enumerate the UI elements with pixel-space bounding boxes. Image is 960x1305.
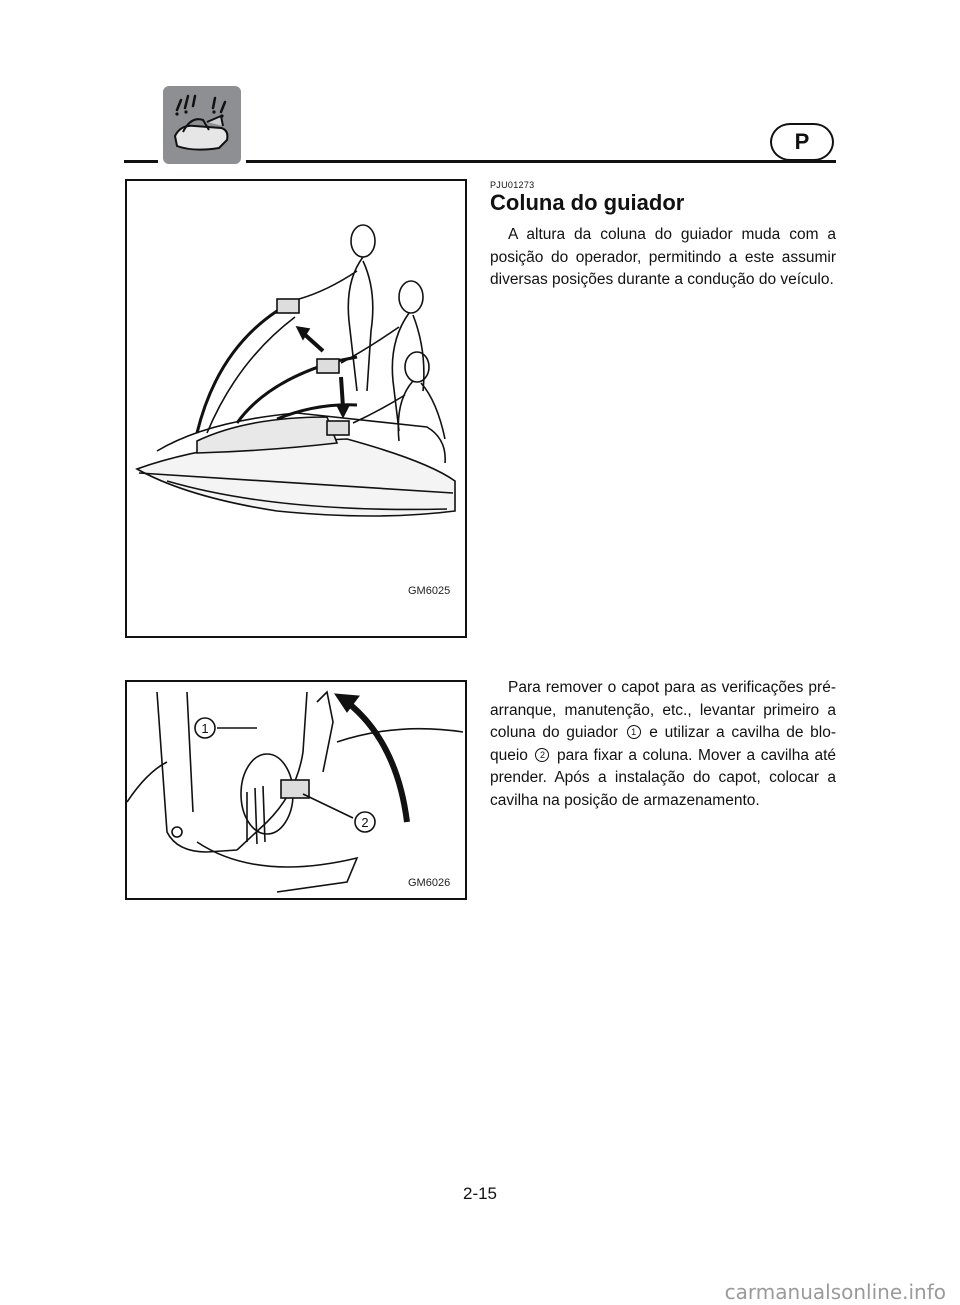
language-badge: P	[770, 123, 834, 161]
figure-code: GM6025	[408, 585, 451, 597]
steering-column-lock-illustration	[127, 682, 465, 898]
section-code: PJU01273	[490, 180, 535, 190]
callout-2: 2	[361, 815, 369, 830]
watercraft-icon	[163, 86, 241, 164]
reference-marker: 2	[535, 748, 549, 762]
paragraph-remove-hood	[490, 677, 836, 812]
figure-steering-column-lock	[125, 680, 467, 900]
header-rule-left	[124, 160, 158, 163]
reference-marker: 1	[627, 725, 641, 739]
paragraph-text: e utilizar a cavilha de blo-queio	[490, 724, 836, 764]
figure-riders-on-watercraft	[125, 179, 467, 638]
section-title: Coluna do guiador	[490, 190, 685, 215]
watermark: carmanualsonline.info	[724, 1280, 946, 1304]
paragraph-text: Para remover o capot para as verificações pré-arranque, manutenção, etc., levantar primeiro a coluna do guiador	[490, 679, 836, 741]
header-rule-right	[246, 160, 836, 163]
paragraph-text: para fixar a coluna. Mover a cavilha até prender. Após a instalação do capot, colocar a cavilha na posição de armazenamento.	[490, 746, 837, 809]
figure-code: GM6026	[408, 877, 451, 889]
callout-1: 1	[201, 721, 209, 736]
riders-on-watercraft-illustration	[127, 181, 465, 636]
paragraph-handlebar-height: A altura da coluna do guiador muda com a posição do operador, permitindo a este assumir diversas posições durante a condução do veículo.	[490, 226, 836, 288]
page-number: 2-15	[462, 1184, 498, 1203]
